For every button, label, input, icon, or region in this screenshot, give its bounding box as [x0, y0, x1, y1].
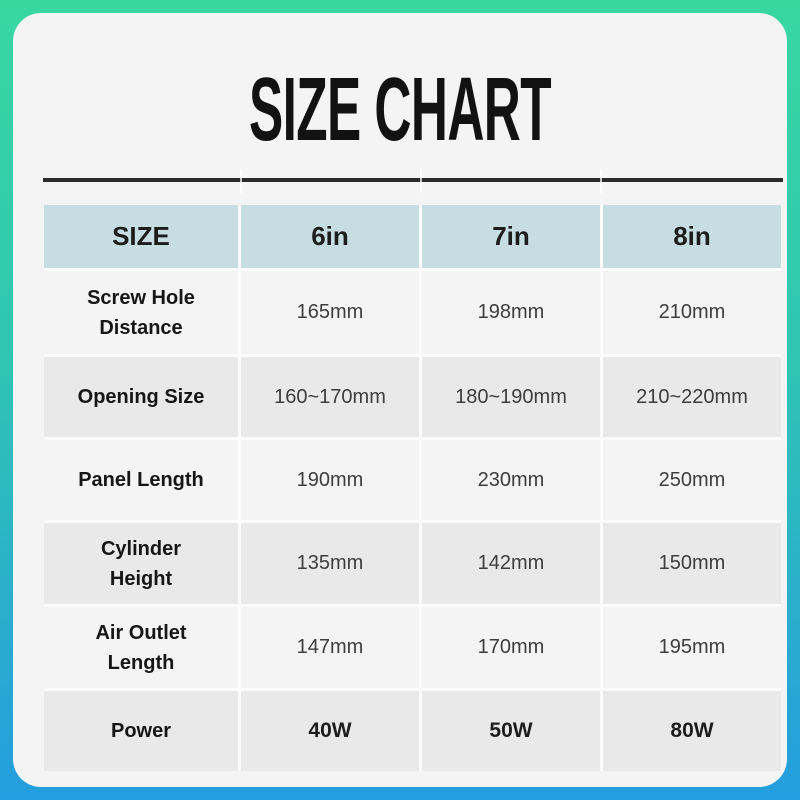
- row-label: Screw Hole Distance: [44, 271, 238, 354]
- size-table: [44, 205, 781, 771]
- value-cell: 210mm: [603, 271, 781, 354]
- value-cell: 198mm: [422, 271, 600, 354]
- column-tick: [240, 169, 242, 193]
- value-cell: 135mm: [241, 523, 419, 604]
- column-header-8in: 8in: [603, 205, 781, 268]
- value-cell: 165mm: [241, 271, 419, 354]
- value-cell: 180~190mm: [422, 357, 600, 437]
- value-cell: 160~170mm: [241, 357, 419, 437]
- value-cell: 147mm: [241, 607, 419, 688]
- column-tick: [600, 169, 602, 193]
- value-cell: 80W: [603, 691, 781, 771]
- value-cell: 210~220mm: [603, 357, 781, 437]
- card-background: [13, 13, 787, 787]
- value-cell: 195mm: [603, 607, 781, 688]
- value-cell: 150mm: [603, 523, 781, 604]
- row-label: Opening Size: [44, 357, 238, 437]
- column-header-size: SIZE: [44, 205, 238, 268]
- title-divider: [43, 178, 783, 182]
- page-title: [13, 60, 787, 160]
- row-label: Panel Length: [44, 440, 238, 520]
- page-title-text: SIZE CHART: [248, 60, 552, 160]
- value-cell: 170mm: [422, 607, 600, 688]
- row-label: Cylinder Height: [44, 523, 238, 604]
- value-cell: 50W: [422, 691, 600, 771]
- column-header-6in: 6in: [241, 205, 419, 268]
- column-header-7in: 7in: [422, 205, 600, 268]
- row-label: Power: [44, 691, 238, 771]
- value-cell: 142mm: [422, 523, 600, 604]
- value-cell: 40W: [241, 691, 419, 771]
- value-cell: 230mm: [422, 440, 600, 520]
- value-cell: 190mm: [241, 440, 419, 520]
- column-tick: [420, 169, 422, 193]
- value-cell: 250mm: [603, 440, 781, 520]
- row-label: Air Outlet Length: [44, 607, 238, 688]
